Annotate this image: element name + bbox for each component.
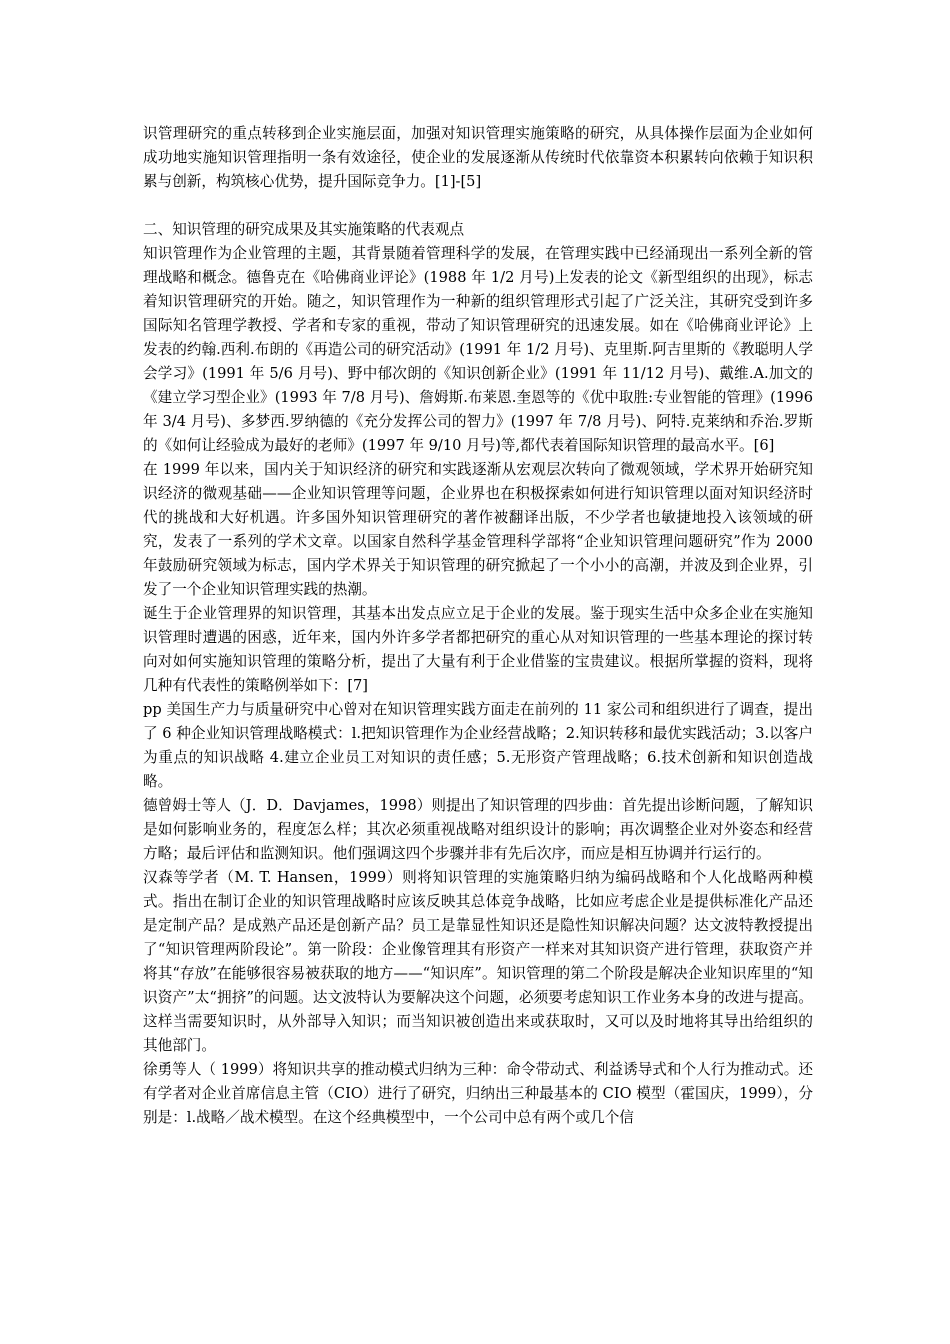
paragraph-spacer [143,194,813,218]
body-paragraph: 德曾姆士等人（J．D．Davjames，1998）则提出了知识管理的四步曲：首先提出诊断问题，了解知识是如何影响业务的，程度怎么样；其次必须重视战略对组织设计的影响；再次调整企业对外姿态和经营方略；最后评估和监测知识。他们强调这四个步骤并非有先后次序，而应是相互协调并行运行的。 [143,797,813,862]
body-paragraph: 在 1999 年以来，国内关于知识经济的研究和实践逐渐从宏观层次转向了微观领域，学术界开始研究知识经济的微观基础——企业知识管理等问题，企业界也在积极探索如何进行知识管理以面对知识经济时代的挑战和大好机遇。许多国外知识管理研究的著作被翻译出版，不少学者也敏捷地投入该领域的研究，发表了一系列的学术文章。以国家自然科学基金管理科学部将“企业知识管理问题研究”作为 2000 年鼓励研究领域为标志，国内学术界关于知识管理的研究掀起了一个小小的高潮，并波及到企业界，引发了一个企业知识管理实践的热潮。 [143,461,813,598]
body-paragraph: 汉森等学者（M. T. Hansen，1999）则将知识管理的实施策略归纳为编码战略和个人化战略两种模式。指出在制订企业的知识管理战略时应该反映其总体竞争战略，比如应考虑企业是提供标准化产品还是定制产品？是成熟产品还是创新产品？员工是靠显性知识还是隐性知识解决问题？达文波特教授提出了“知识管理两阶段论”。第一阶段：企业像管理其有形资产一样来对其知识资产进行管理，获取资产并将其“存放”在能够很容易被获取的地方——“知识库”。知识管理的第二个阶段是解决企业知识库里的“知识资产”太“拥挤”的问题。达文波特认为要解决这个问题，必须要考虑知识工作业务本身的改进与提高。这样当需要知识时，从外部导入知识；而当知识被创造出来或获取时，又可以及时地将其导出给组织的其他部门。 [143,869,813,1054]
intro-paragraph: 识管理研究的重点转移到企业实施层面，加强对知识管理实施策略的研究，从具体操作层面为企业如何成功地实施知识管理指明一条有效途径，使企业的发展逐渐从传统时代依靠资本积累转向依赖于知识积累与创新，构筑核心优势，提升国际竞争力。[1]-[5] [143,125,813,190]
section-heading: 二、知识管理的研究成果及其实施策略的代表观点 [143,221,465,238]
body-paragraph: 知识管理作为企业管理的主题，其背景随着管理科学的发展，在管理实践中已经涌现出一系列全新的管理战略和概念。德鲁克在《哈佛商业评论》(1988 年 1/2 月号)上发表的论文《新型组织的出现》，标志着知识管理研究的开始。随之，知识管理作为一种新的组织管理形式引起了广泛关注，其研究受到许多国际知名管理学教授、学者和专家的重视，带动了知识管理研究的迅速发展。如在《哈佛商业评论》上发表的约翰.西利.布朗的《再造公司的研究活动》(1991 年 1/2 月号)、克里斯.阿吉里斯的《教聪明人学会学习》(1991 年 5/6 月号)、野中郁次朗的《知识创新企业》(1991 年 11/12 月号)、戴维.A.加文的《建立学习型企业》(1993 年 7/8 月号)、詹姆斯.布莱恩.奎恩等的《优中取胜:专业智能的管理》(1996 年 3/4 月号)、多梦西.罗纳德的《充分发挥公司的智力》(1997 年 7/8 月号)、阿特.克莱纳和乔治.罗斯的《如何让经验成为最好的老师》(1997 年 9/10 月号)等,都代表着国际知识管理的最高水平。[6] [143,245,813,454]
body-paragraph: 徐勇等人（ 1999）将知识共享的推动模式归纳为三种：命令带动式、利益诱导式和个人行为推动式。还有学者对企业首席信息主管（CIO）进行了研究，归纳出三种最基本的 CIO 模型（霍国庆，1999），分别是：l.战略／战术模型。在这个经典模型中，一个公司中总有两个或几个信 [143,1061,813,1126]
body-paragraph: 诞生于企业管理界的知识管理，其基本出发点应立足于企业的发展。鉴于现实生活中众多企业在实施知识管理时遭遇的困惑，近年来，国内外许多学者都把研究的重心从对知识管理的一些基本理论的探讨转向对如何实施知识管理的策略分析，提出了大量有利于企业借鉴的宝贵建议。根据所掌握的资料，现将几种有代表性的策略例举如下：[7] [143,605,813,694]
document-body [143,122,813,1130]
body-paragraph: pp 美国生产力与质量研究中心曾对在知识管理实践方面走在前列的 11 家公司和组织进行了调查，提出了 6 种企业知识管理战略模式：l.把知识管理作为企业经营战略；2.知识转移和最优实践活动；3.以客户为重点的知识战略 4.建立企业员工对知识的责任感；5.无形资产管理战略；6.技术创新和知识创造战略。 [143,701,813,790]
